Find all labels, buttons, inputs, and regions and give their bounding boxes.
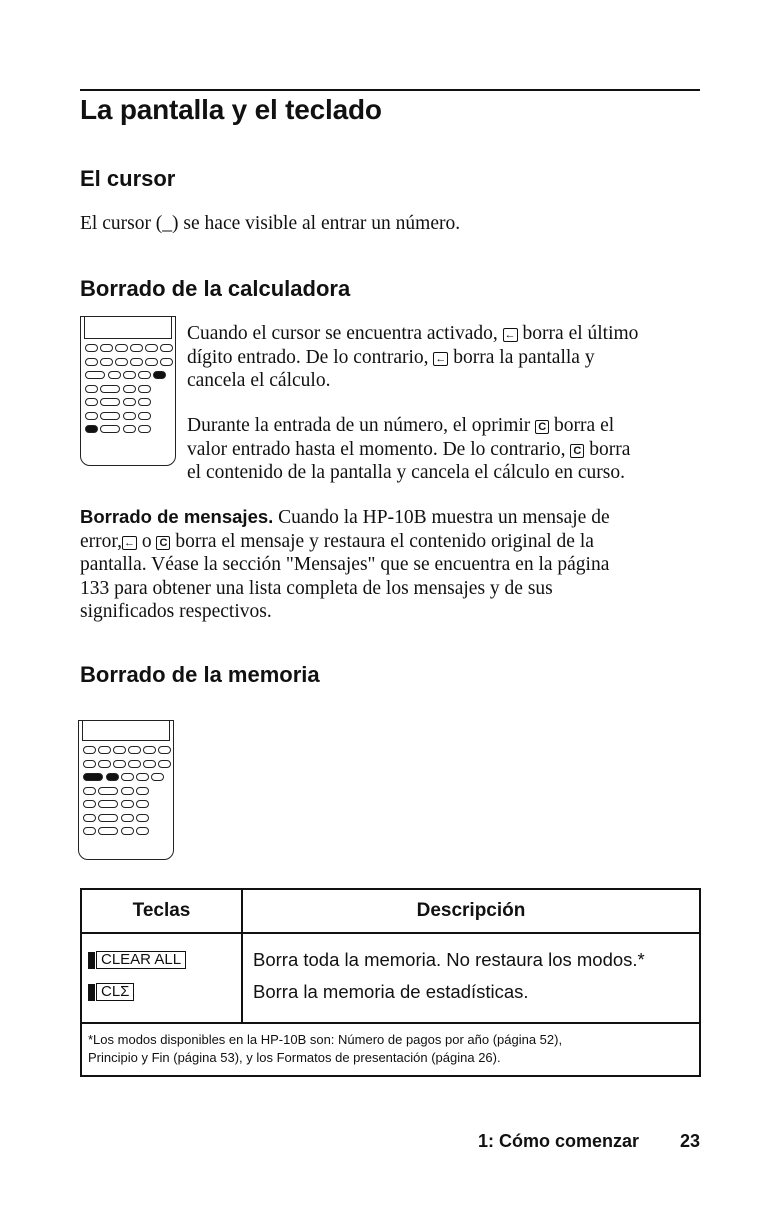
calculator-key-icon xyxy=(128,760,141,768)
clear-memory-heading: Borrado de la memoria xyxy=(80,662,320,687)
backspace-key-icon: ← xyxy=(435,352,447,365)
calculator-key-icon xyxy=(100,425,120,433)
clear-key-icon: C xyxy=(570,444,584,458)
calculator-key-icon xyxy=(138,385,151,393)
calculator-key-icon xyxy=(85,425,98,433)
calculator-illustration xyxy=(80,316,176,466)
clear-para-1: Cuando el cursor se encuentra activado, ← borra el último dígito entrado. De lo contrario, ← borra la pantalla y cancela el cálculo. xyxy=(187,323,639,391)
calculator-key-icon xyxy=(138,412,151,420)
shift-key-icon xyxy=(88,952,95,969)
calculator-key-icon xyxy=(83,760,96,768)
clear-all-key: CLEAR ALL xyxy=(96,951,186,969)
backspace-key-icon: ← xyxy=(504,329,516,341)
calculator-key-icon xyxy=(98,746,111,754)
calculator-key-icon xyxy=(123,425,136,433)
cursor-text: El cursor (_) se hace visible al entrar un número. xyxy=(80,213,461,234)
calculator-key-icon xyxy=(98,814,118,822)
calculator-key-icon xyxy=(83,827,96,835)
calculator-key-icon xyxy=(113,760,126,768)
calculator-key-icon xyxy=(143,746,156,754)
table-row xyxy=(88,976,241,1008)
calculator-key-icon xyxy=(160,358,173,366)
calculator-key-icon xyxy=(158,760,171,768)
calculator-key-icon xyxy=(85,385,98,393)
calculator-key-icon xyxy=(98,760,111,768)
table-keys-cell xyxy=(81,933,242,1023)
messages-bold-lead: Borrado de mensajes. xyxy=(80,506,274,527)
calculator-key-icon xyxy=(128,746,141,754)
clear-para-2: Durante la entrada de un número, el oprimir C borra el valor entrado hasta el momento. De lo contrario, C borra el contenido de la pantalla y cancela el cálculo en curso. xyxy=(187,415,631,483)
table-row xyxy=(88,944,241,976)
calculator-key-icon xyxy=(100,412,120,420)
calculator-key-icon xyxy=(100,398,120,406)
calculator-key-icon xyxy=(143,760,156,768)
calculator-key-icon xyxy=(130,344,143,352)
calculator-key-icon xyxy=(145,358,158,366)
calculator-key-icon xyxy=(98,787,118,795)
shift-key-icon xyxy=(88,984,95,1001)
calculator-key-icon xyxy=(121,827,134,835)
calculator-key-icon xyxy=(108,371,121,379)
footer-chapter: 1: Cómo comenzar xyxy=(478,1131,640,1151)
clear-sigma-key: CLΣ xyxy=(96,983,134,1001)
calculator-key-icon xyxy=(123,371,136,379)
calculator-key-icon xyxy=(83,746,96,754)
calculator-key-icon xyxy=(100,344,113,352)
calculator-key-icon xyxy=(123,385,136,393)
calculator-key-icon xyxy=(115,344,128,352)
calculator-key-icon xyxy=(138,371,151,379)
calculator-key-icon xyxy=(100,358,113,366)
calculator-key-icon xyxy=(83,800,96,808)
table-header-keys: Teclas xyxy=(81,889,242,933)
top-rule xyxy=(80,89,700,91)
calculator-display xyxy=(82,721,170,741)
calculator-key-icon xyxy=(123,398,136,406)
calculator-key-icon xyxy=(160,344,173,352)
clear-key-icon: C xyxy=(156,536,170,550)
calculator-key-icon xyxy=(100,385,120,393)
clear-key-icon: C xyxy=(535,420,549,434)
calculator-key-icon xyxy=(85,412,98,420)
calculator-key-icon xyxy=(130,358,143,366)
clear-memory-table xyxy=(80,888,701,1077)
calculator-key-icon xyxy=(145,344,158,352)
calculator-key-icon xyxy=(85,398,98,406)
table-description-cell xyxy=(242,933,700,1023)
cursor-heading: El cursor xyxy=(80,166,176,191)
calculator-key-icon xyxy=(138,398,151,406)
calculator-key-icon xyxy=(136,787,149,795)
calculator-key-icon xyxy=(158,746,171,754)
table-header-description: Descripción xyxy=(242,889,700,933)
calculator-key-icon xyxy=(151,773,164,781)
calculator-display xyxy=(84,317,172,339)
calculator-key-icon xyxy=(121,773,134,781)
calculator-key-icon xyxy=(136,800,149,808)
calculator-key-icon xyxy=(83,773,103,781)
page-title: La pantalla y el teclado xyxy=(80,94,382,125)
table-row-description: Borra la memoria de estadísticas. xyxy=(253,981,529,1002)
calculator-key-icon xyxy=(121,787,134,795)
calculator-key-icon xyxy=(136,814,149,822)
calculator-key-icon xyxy=(138,425,151,433)
calculator-key-icon xyxy=(113,746,126,754)
table-row-description: Borra toda la memoria. No restaura los modos.* xyxy=(253,949,645,970)
clear-calc-heading: Borrado de la calculadora xyxy=(80,276,351,301)
calculator-key-icon xyxy=(98,827,118,835)
calculator-key-icon xyxy=(98,800,118,808)
calculator-key-icon xyxy=(83,814,96,822)
calculator-key-icon xyxy=(123,412,136,420)
calculator-key-icon xyxy=(153,371,166,379)
calculator-key-icon xyxy=(136,773,149,781)
calculator-key-icon xyxy=(85,371,105,379)
table-footnote: *Los modos disponibles en la HP-10B son: Número de pagos por año (página 52), Principio y Fin (página 53), y los Formatos de presentación (página 26). xyxy=(81,1023,700,1076)
calculator-key-icon xyxy=(106,773,119,781)
footer-page-number: 23 xyxy=(680,1131,701,1151)
calculator-key-icon xyxy=(115,358,128,366)
messages-para: Borrado de mensajes. Cuando la HP-10B muestra un mensaje de error, ← o C borra el mensaje y restaura el contenido original de la pantalla. Véase la sección "Mensajes" que se encuentra en la página 133 para obtener una lista completa de los mensajes y de sus significados respectivos. xyxy=(80,506,610,622)
calculator-key-icon xyxy=(121,800,134,808)
calculator-illustration xyxy=(78,720,174,860)
calculator-key-icon xyxy=(83,787,96,795)
backspace-key-icon: ← xyxy=(123,536,135,549)
calculator-key-icon xyxy=(85,344,98,352)
calculator-key-icon xyxy=(136,827,149,835)
calculator-key-icon xyxy=(121,814,134,822)
calculator-key-icon xyxy=(85,358,98,366)
